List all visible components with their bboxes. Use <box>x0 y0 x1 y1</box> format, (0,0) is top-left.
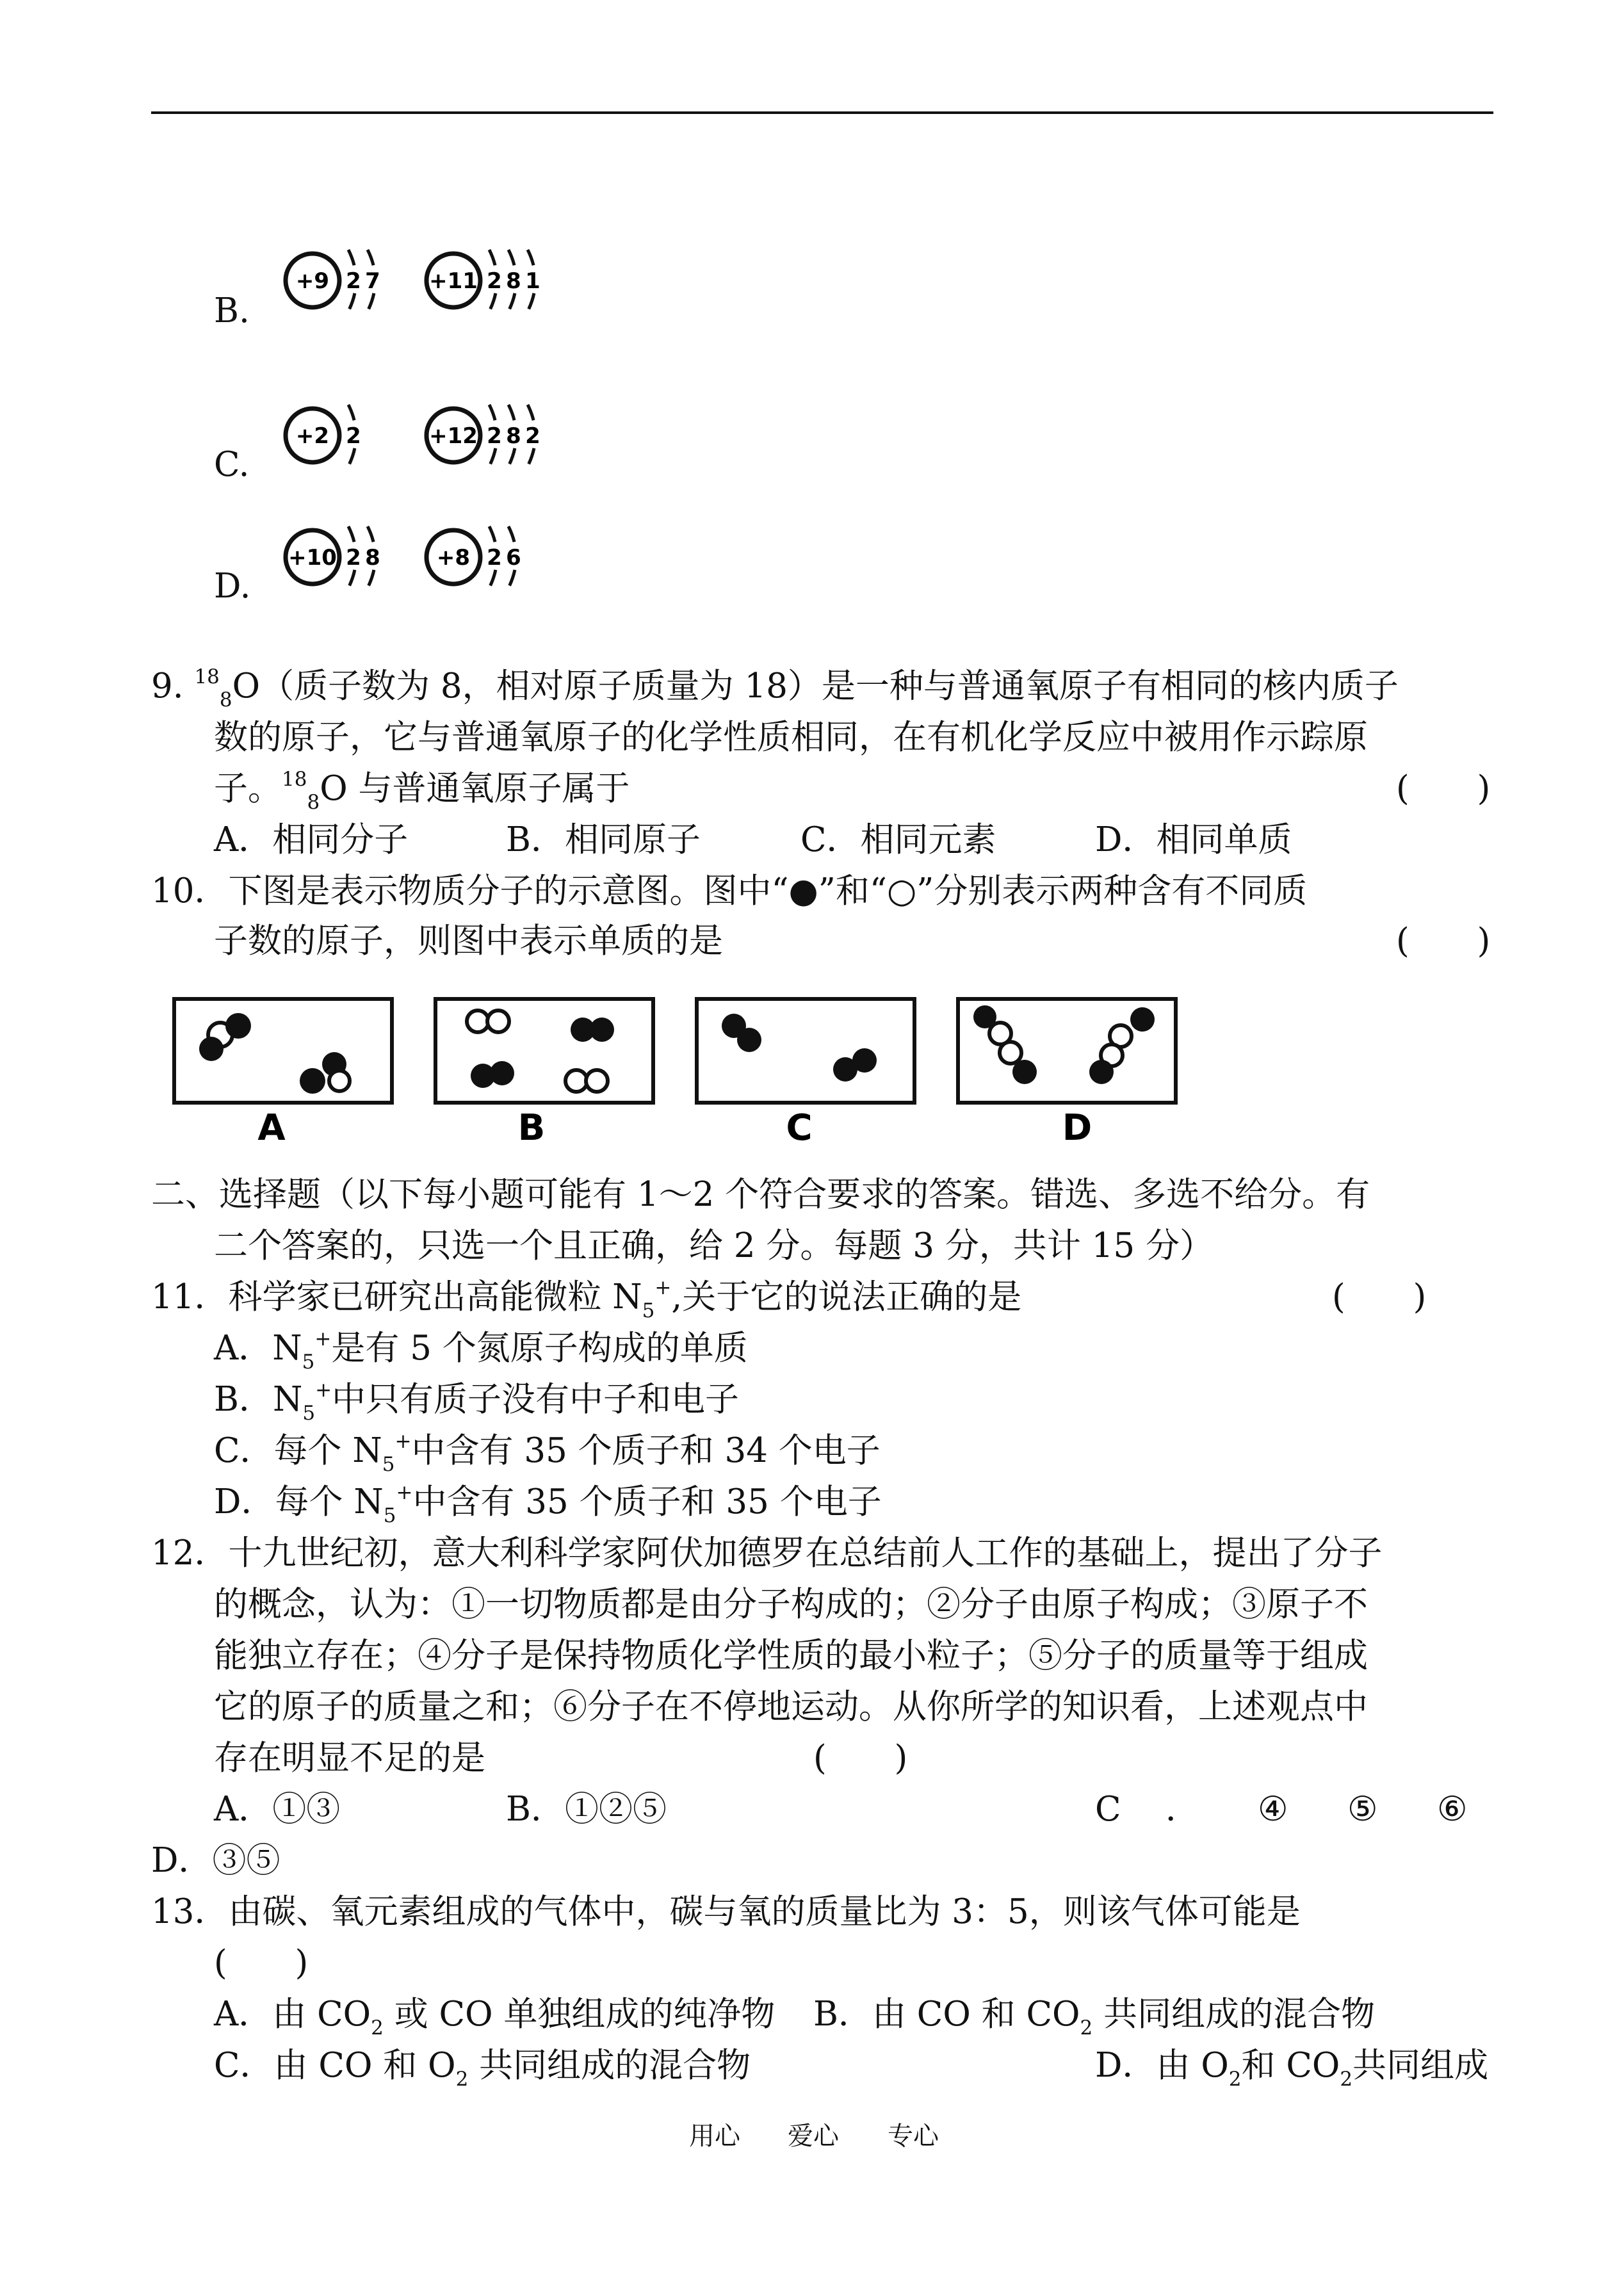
q10-figure-label-d: D <box>1062 1107 1092 1149</box>
q11-option-c-formula: N <box>352 1431 382 1470</box>
q11-option-d-sup: + <box>396 1481 413 1504</box>
q10-answer-paren: ( ) <box>1396 921 1491 961</box>
q11-answer-paren: ( ) <box>1332 1277 1427 1317</box>
q10-figure-label-b: B <box>517 1107 546 1149</box>
section2-line1: 二、选择题（以下每小题可能有 1～2 个符合要求的答案。错选、多选不给分。有 <box>151 1175 1370 1214</box>
q13-option-d-text: D．由 O <box>1095 2046 1229 2085</box>
q9-isotope-z: 8 <box>219 688 232 711</box>
atom-structure-diagram <box>416 236 570 325</box>
q13-option-c-text: C．由 CO 和 O <box>214 2046 456 2085</box>
q13-option-b-text: B．由 CO 和 CO <box>813 1995 1080 2034</box>
q11-superscript: + <box>654 1276 672 1299</box>
footer-item-2: 爱心 <box>788 2121 839 2151</box>
shell-electron-count: 2 <box>487 545 502 571</box>
shell-electron-count: 8 <box>365 545 380 571</box>
q13-option-a-sub: 2 <box>371 2016 384 2040</box>
q13-option-b-sub: 2 <box>1080 2016 1093 2040</box>
q11-option-d-sub: 5 <box>383 1504 396 1527</box>
q12-option-c-item2: ⑤ <box>1347 1790 1378 1829</box>
q13-option-c <box>214 2040 751 2091</box>
q12-option-d: D．③⑤ <box>151 1841 280 1880</box>
q13-option-d-sub-2: 2 <box>1340 2068 1353 2091</box>
q13-option-a <box>214 1989 775 2040</box>
q12-option-c-dot: ． <box>1165 1790 1199 1829</box>
q11-option-c-sub: 5 <box>382 1453 395 1476</box>
q11-option-d-formula: N <box>353 1482 384 1521</box>
q11-option-a-label: A． <box>214 1329 273 1368</box>
q13-option-b-text-2: 共同组成的混合物 <box>1092 1995 1376 2034</box>
atom-structure-diagram <box>416 391 570 480</box>
shell-electron-count: 1 <box>525 268 540 294</box>
q11-subscript: 5 <box>642 1299 655 1322</box>
q13-option-d-text-3: 共同组成 <box>1352 2046 1489 2085</box>
shell-electron-count: 8 <box>506 423 521 449</box>
footer-item-1: 用心 <box>689 2121 740 2151</box>
q12-option-a: A．①③ <box>214 1790 341 1829</box>
q12-line2: 的概念，认为：①一切物质都是由分子构成的；②分子由原子构成；③原子不 <box>214 1585 1368 1624</box>
q10-figure-b <box>435 999 653 1103</box>
q12-line5: 存在明显不足的是 <box>214 1739 485 1778</box>
q8-option-d-label: D. <box>214 567 251 606</box>
q11-option-a-sub: 5 <box>302 1350 315 1374</box>
q11-option-c-sup: + <box>394 1430 412 1453</box>
q13-option-c-text-2: 共同组成的混合物 <box>468 2046 751 2085</box>
section2-line2: 二个答案的，只选一个且正确，给 2 分。每题 3 分，共计 15 分） <box>214 1226 1214 1265</box>
q9-number: 9. <box>151 667 184 706</box>
q11-option-a-formula: N <box>272 1329 302 1368</box>
q9-isotope-symbol-2: O <box>320 769 348 808</box>
atom-structure-diagram <box>275 236 429 325</box>
nucleus-charge: +11 <box>429 268 478 294</box>
q9-isotope-mass: 18 <box>194 665 220 688</box>
q8-option-c-label: C. <box>214 445 250 484</box>
q11-option-d-label: D．每个 <box>214 1482 354 1521</box>
shell-electron-count: 8 <box>506 268 521 294</box>
q9-option-a: A．相同分子 <box>214 820 409 859</box>
shell-electron-count: 2 <box>346 423 361 449</box>
q9-option-b: B．相同原子 <box>506 820 701 859</box>
q10-figure-a <box>174 999 392 1103</box>
q11-stem-text-2: ,关于它的说法正确的是 <box>671 1277 1022 1317</box>
shell-electron-count: 7 <box>365 268 380 294</box>
q13-option-a-text: A．由 CO <box>214 1995 371 2034</box>
atom-structure-diagram <box>275 391 429 480</box>
q12-option-b: B．①②⑤ <box>506 1790 667 1829</box>
q11-option-a <box>214 1323 748 1374</box>
q9-line1-text: （质子数为 8，相对原子质量为 18）是一种与普通氧原子有相同的核内质子 <box>260 667 1399 706</box>
q11-option-b-sub: 5 <box>302 1402 316 1425</box>
q11-option-c <box>214 1425 881 1477</box>
nucleus-charge: +12 <box>429 423 478 449</box>
q11-option-a-sup: + <box>314 1327 332 1350</box>
q10-figure-c <box>697 999 914 1103</box>
q9-isotope-mass-2: 18 <box>282 768 307 791</box>
nucleus-charge: +8 <box>436 545 471 571</box>
q10-figure-label-c: C <box>786 1107 813 1149</box>
q11-option-a-text: 是有 5 个氮原子构成的单质 <box>331 1329 748 1368</box>
q12-option-c-item3: ⑥ <box>1437 1790 1468 1829</box>
shell-electron-count: 2 <box>346 268 361 294</box>
q13-option-d-text-2: 和 CO <box>1241 2046 1340 2085</box>
q11-option-b-label: B． <box>214 1380 273 1419</box>
q13-option-d-sub: 2 <box>1228 2068 1242 2091</box>
q9-option-c: C．相同元素 <box>800 820 996 859</box>
q13-answer-paren: ( ) <box>214 1943 309 1983</box>
q11-option-c-label: C．每个 <box>214 1431 353 1470</box>
q10-figure-d <box>958 999 1176 1103</box>
nucleus-charge: +10 <box>288 545 337 571</box>
q8-option-b-label: B. <box>214 291 250 330</box>
atom-structure-diagram <box>416 512 570 602</box>
q9-line2: 数的原子，它与普通氧原子的化学性质相同，在有机化学反应中被用作示踪原 <box>214 718 1368 757</box>
q13-line1: 13．由碳、氧元素组成的气体中，碳与氧的质量比为 3：5，则该气体可能是 <box>151 1892 1301 1931</box>
q12-line4: 它的原子的质量之和；⑥分子在不停地运动。从你所学的知识看，上述观点中 <box>214 1687 1368 1726</box>
shell-electron-count: 2 <box>487 268 502 294</box>
q11-stem <box>151 1272 1021 1323</box>
q13-option-d <box>1095 2040 1488 2091</box>
q11-option-b-sup: + <box>315 1379 332 1402</box>
q11-option-d <box>214 1477 882 1528</box>
q13-option-a-text-2: 或 CO 单独组成的纯净物 <box>383 1995 775 2034</box>
q12-option-c-item1: ④ <box>1258 1790 1288 1829</box>
q12-line3: 能独立存在；④分子是保持物质化学性质的最小粒子；⑤分子的质量等于组成 <box>214 1636 1368 1675</box>
header-rule <box>151 111 1493 114</box>
q9-isotope-symbol: O <box>232 667 261 706</box>
atom-structure-diagram <box>275 512 429 602</box>
q11-option-d-text: 中含有 35 个质子和 35 个电子 <box>412 1482 882 1521</box>
q9-option-d: D．相同单质 <box>1095 820 1292 859</box>
q9-isotope-z-2: 8 <box>307 791 320 814</box>
q12-line1: 12．十九世纪初，意大利科学家阿伏加德罗在总结前人工作的基础上，提出了分子 <box>151 1534 1383 1573</box>
q11-option-b-text: 中只有质子没有中子和电子 <box>332 1380 740 1419</box>
q11-stem-text: 11．科学家已研究出高能微粒 N <box>151 1277 642 1317</box>
q9-line3-prefix: 子。 <box>214 769 282 808</box>
q12-answer-paren: ( ) <box>813 1739 908 1778</box>
shell-electron-count: 6 <box>506 545 521 571</box>
shell-electron-count: 2 <box>525 423 540 449</box>
shell-electron-count: 2 <box>487 423 502 449</box>
q9-answer-paren: ( ) <box>1396 769 1491 808</box>
q12-option-c-label: C <box>1095 1790 1121 1829</box>
q13-option-b <box>813 1989 1375 2040</box>
q10-line1: 10．下图是表示物质分子的示意图。图中“●”和“○”分别表示两种含有不同质 <box>151 872 1308 911</box>
q13-option-c-sub: 2 <box>455 2068 469 2091</box>
q11-option-b <box>214 1374 739 1425</box>
q10-line2: 子数的原子，则图中表示单质的是 <box>214 921 723 961</box>
q9-line3-text: 与普通氧原子属于 <box>347 769 630 808</box>
q11-option-c-text: 中含有 35 个质子和 34 个电子 <box>411 1431 881 1470</box>
q9-line1 <box>151 661 1399 712</box>
footer-item-3: 专心 <box>888 2121 939 2151</box>
nucleus-charge: +2 <box>295 423 330 449</box>
q11-option-b-formula: N <box>272 1380 303 1419</box>
q10-figure-label-a: A <box>257 1107 286 1149</box>
q9-line3 <box>214 763 630 815</box>
nucleus-charge: +9 <box>295 268 330 294</box>
q10-molecule-figures <box>166 986 1191 1149</box>
shell-electron-count: 2 <box>346 545 361 571</box>
